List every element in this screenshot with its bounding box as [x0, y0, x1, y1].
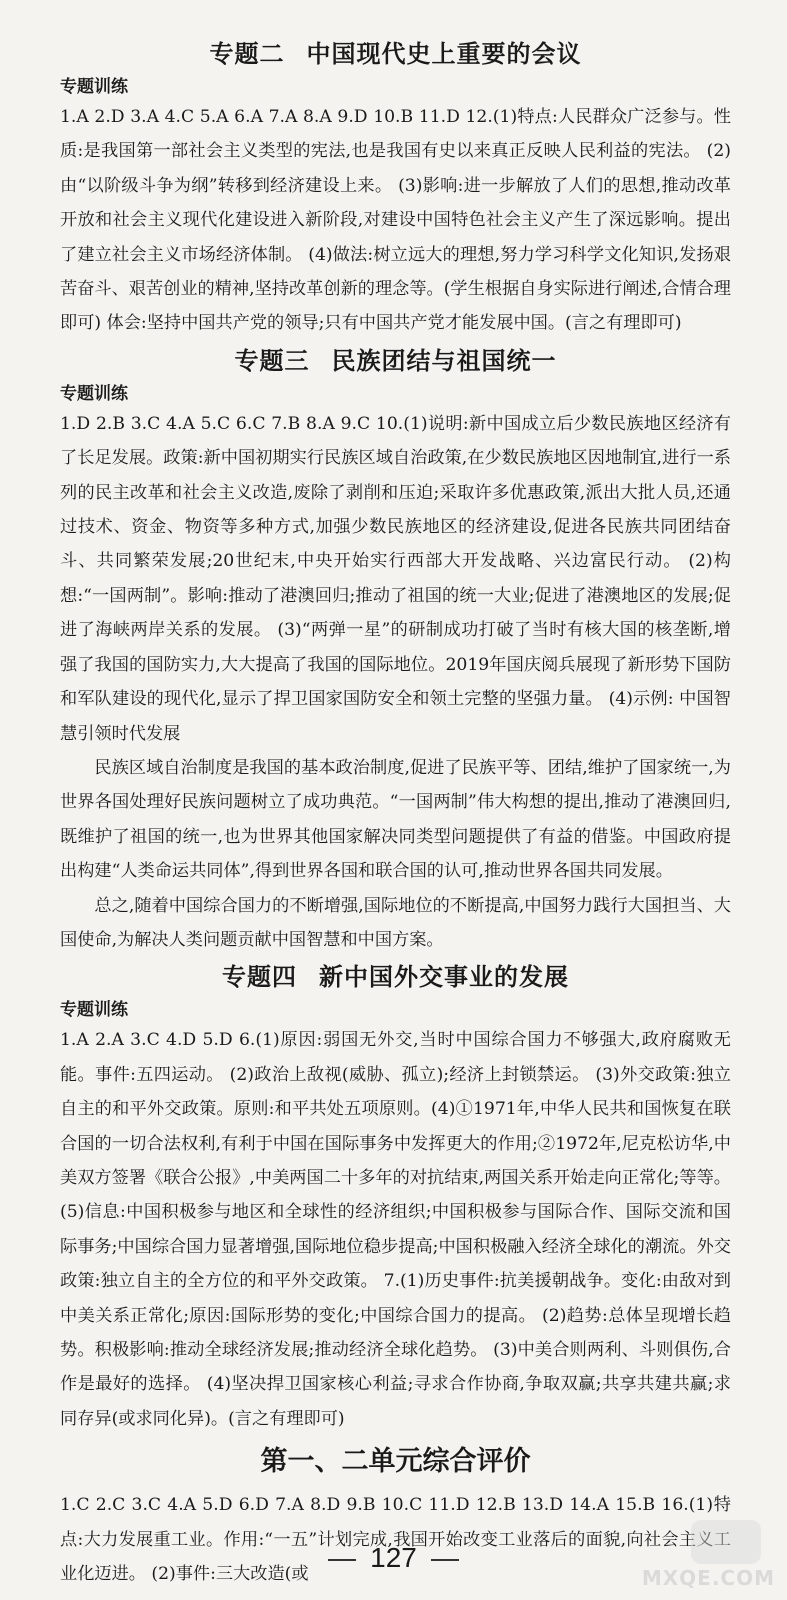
- watermark-badge-icon: [691, 1520, 761, 1564]
- watermark-logo: [641, 1520, 779, 1590]
- unit-review-answers: 1.C 2.C 3.C 4.A 5.D 6.D 7.A 8.D 9.B 10.C 11.D 12.B 13.D 14.A 15.B 16.(1)特点:大力发展重工业。作用:“一五”计划完成,我国开始改变工业落后的面貌,向社会主义工业化迈进。 (2)事件:三大改造(或: [60, 1495, 731, 1585]
- section-4-subheading: 专题训练: [60, 1000, 128, 1021]
- section-3-title: 专题三 民族团结与祖国统一: [234, 346, 557, 375]
- section-3-answers: 1.D 2.B 3.C 4.A 5.C 6.C 7.B 8.A 9.C 10.(1)说明:新中国成立后少数民族地区经济有了长足发展。政策:新中国初期实行民族区域自治政策,在少数民族地区因地制宜,进行一系列的民主改革和社会主义改造,废除了剥削和压迫;采取许多优惠政策,派出大批人员,还通过技术、资金、物资等多种方式,加强少数民族地区的经济建设,促进各民族共同团结奋斗、共同繁荣发展;20世纪末,中央开始实行西部大开发战略、兴边富民行动。 (2)构想:“一国两制”。影响:推动了港澳回归;推动了祖国的统一大业;促进了港澳地区的发展;促进了海峡两岸关系的发展。 (3)“两弹一星”的研制成功打破了当时有核大国的核垄断,增强了我国的国防实力,大大提高了我国的国际地位。2019年国庆阅兵展现了新形势下国防和军队建设的现代化,显示了捍卫国家国防安全和领土完整的坚强力量。 (4)示例: 中国智慧引领时代发展: [60, 413, 731, 744]
- section-3-subheading: 专题训练: [60, 383, 128, 404]
- section-2-title: 专题二 中国现代史上重要的会议: [209, 40, 582, 68]
- section-3-essay-paragraph-2: 总之,随着中国综合国力的不断增强,国际地位的不断提高,中国努力践行大国担当、大国使命,为解决人类问题贡献中国智慧和中国方案。: [60, 895, 731, 950]
- watermark-text: MXQE.COM: [641, 1566, 775, 1590]
- page-number: 127: [0, 1540, 787, 1576]
- section-2-answers: 1.A 2.D 3.A 4.C 5.A 6.A 7.A 8.A 9.D 10.B 11.D 12.(1)特点:人民群众广泛参与。性质:是我国第一部社会主义类型的宪法,也是我国有史以来真正反映人民利益的宪法。 (2)由“以阶级斗争为纲”转移到经济建设上来。 (3)影响:进一步解放了人们的思想,推动改革开放和社会主义现代化建设进入新阶段,对建设中国特色社会主义产生了深远影响。提出了建立社会主义市场经济体制。 (4)做法:树立远大的理想,努力学习科学文化知识,发扬艰苦奋斗、艰苦创业的精神,坚持改革创新的理念等。(学生根据自身实际进行阐述,合情合理即可) 体会:坚持中国共产党的领导;只有中国共产党才能发展中国。(言之有理即可): [60, 107, 731, 334]
- section-3-essay-paragraph-1: 民族区域自治制度是我国的基本政治制度,促进了民族平等、团结,维护了国家统一,为世界各国处理好民族问题树立了成功典范。“一国两制”伟大构想的提出,推动了港澳回归,既维护了祖国的统一,也为世界其他国家解决同类型问题提供了有益的借鉴。中国政府提出构建“人类命运共同体”,得到世界各国和联合国的认可,推动世界各国共同发展。: [60, 757, 731, 882]
- section-4-title: 专题四 新中国外交事业的发展: [222, 963, 569, 992]
- section-2-subheading: 专题训练: [60, 77, 128, 97]
- unit-review-title: 第一、二单元综合评价: [260, 1446, 531, 1478]
- section-4-answers: 1.A 2.A 3.C 4.D 5.D 6.(1)原因:弱国无外交,当时中国综合国力不够强大,政府腐败无能。事件:五四运动。 (2)政治上敌视(威胁、孤立);经济上封锁禁运。 (3)外交政策:独立自主的和平外交政策。原则:和平共处五项原则。(4)①1971年,中华人民共和国恢复在联合国的一切合法权利,有利于中国在国际事务中发挥更大的作用;②1972年,尼克松访华,中美双方签署《联合公报》,中美两国二十多年的对抗结束,两国关系开始走向正常化;等等。 (5)信息:中国积极参与地区和全球性的经济组织;中国积极参与国际合作、国际交流和国际事务;中国综合国力显著增强,国际地位稳步提高;中国积极融入经济全球化的潮流。外交政策:独立自主的全方位的和平外交政策。 7.(1)历史事件:抗美援朝战争。变化:由敌对到中美关系正常化;原因:国际形势的变化;中国综合国力的提高。 (2)趋势:总体呈现增长趋势。积极影响:推动全球经济发展;推动经济全球化趋势。 (3)中美合则两利、斗则俱伤,合作是最好的选择。 (4)坚决捍卫国家核心利益;寻求合作协商,争取双赢;共享共建共赢;求同存异(或求同化异)。(言之有理即可): [60, 1030, 731, 1429]
